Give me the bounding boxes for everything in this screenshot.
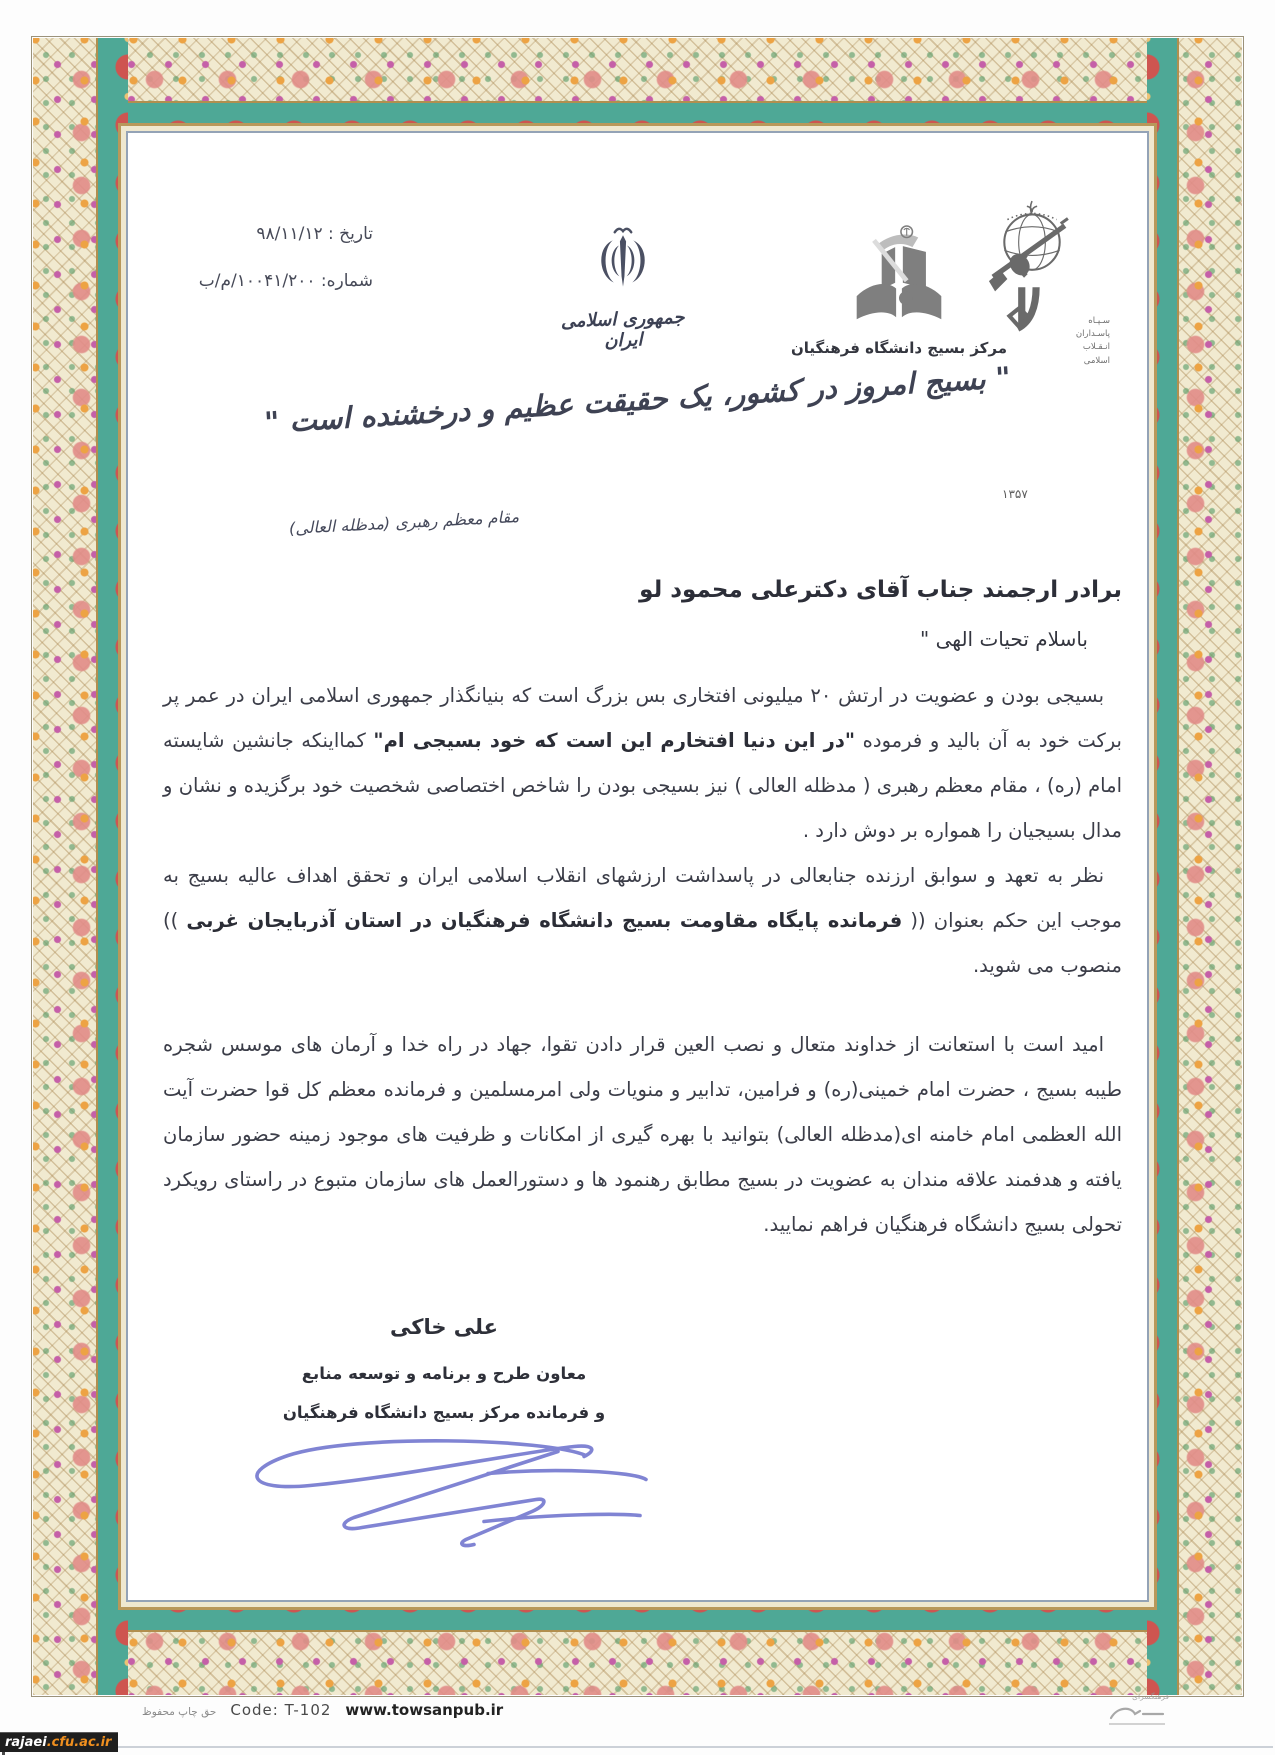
letter-body (163, 577, 1122, 1247)
signer-name: علی خاکی (390, 1315, 498, 1339)
watermark-name: rajaei (5, 1735, 47, 1750)
publisher-logo-icon (1107, 1702, 1169, 1726)
date-line: تاریخ : ۹۸/۱۱/۱۲ (256, 224, 373, 244)
basij-center-caption: مرکز بسیج دانشگاه فرهنگیان (790, 339, 1008, 357)
letter-meta (168, 211, 373, 305)
leader-quote: " بسیج امروز در کشور، یک حقیقت عظیم و درخشنده است " (263, 360, 1012, 440)
signer-title-2: و فرمانده مرکز بسیج دانشگاه فرهنگیان (282, 1402, 606, 1422)
signer-title-1: معاون طرح و برنامه و توسعه منابع (301, 1364, 587, 1383)
sepah-emblem (974, 197, 1112, 501)
publisher-label: فرهنگسرای (1132, 1692, 1169, 1701)
addressee-line: برادر ارجمند جناب آقای دکترعلی محمود لو (639, 577, 1122, 603)
handwritten-signature (226, 1431, 656, 1551)
print-code-line (142, 1701, 503, 1719)
allah-emblem-icon (590, 225, 656, 301)
scan-edge-line (8, 1746, 1273, 1748)
publisher-site: www.towsanpub.ir (345, 1701, 504, 1719)
print-code: Code: T-102 (230, 1701, 332, 1719)
iran-national-emblem (556, 225, 690, 351)
site-watermark (0, 1732, 118, 1752)
iran-emblem-caption: جمهوری اسلامی ایران (560, 306, 685, 352)
paragraph-3: امید است با استعانت از خداوند متعال و نصب العین قرار دادن تقوا، جهاد در راه خدا و آرمان های موسس شجره طیبه بسیج ، حضرت امام خمینی(ره) و فرامین، تدابیر و منویات ولی امرمسلمین و فرمانده معظم کل قوا حضرت آیت الله العظمی امام خامنه ای(مدظله العالی) بتوانید با بهره گیری از امکانات و ظرفیت های موجود زمینه حضور سازمان یافته و هدفمند علاقه مندان به عضویت در بسیج مطابق رهنمود ها و دستورالعمل های سازمان متبوع در راستای رویکرد تحولی بسیج دانشگاه فرهنگیان فراهم نمایید. (163, 1033, 1122, 1236)
sepah-globe-rifle-icon (974, 197, 1090, 357)
paragraph-2: نظر به تعهد و سوابق ارزنده جنابعالی در پاسداشت ارزشهای انقلاب اسلامی ایران و تحقق اهداف عالیه بسیج به موجب این حکم بعنوان (( فرمانده پایگاه مقاومت بسیج دانشگاه فرهنگیان در استان آذربایجان غربی )) منصوب می شوید. (163, 864, 1122, 977)
copyright-note: حق چاپ محفوظ (142, 1706, 217, 1718)
publisher-mark (1085, 1692, 1169, 1730)
quote-attribution: مقام معظم رهبری (مدظله العالی) (288, 506, 520, 539)
signature-block (276, 1315, 612, 1433)
letter-panel (128, 133, 1147, 1600)
paragraph-1: بسیجی بودن و عضویت در ارتش ۲۰ میلیونی افتخاری بس بزرگ است که بنیانگذار جمهوری اسلامی ایران در عمر پر برکت خود به آن بالید و فرموده "در این دنیا افتخارم این است که خود بسیجی ام" کمااینکه جانشین شایسته امام (ره) ، مقام معظم رهبری ( مدظله العالی ) نیز بسیجی بودن را شاخص اختصاصی شخصیت خود برگزیده و نشان و مدال بسیجیان را همواره بر دوش دارد . (163, 684, 1122, 842)
sepah-text-lines: سـپـاه پاسـداران انـقـلاب اسلامی (1075, 316, 1110, 366)
salutation-line: باسلام تحیات الهی " (920, 627, 1088, 651)
number-line: شماره: ۱۰۰۴۱/۲۰۰/م/ب (198, 270, 373, 291)
sepah-year: ۱۳۵۷ (1002, 487, 1028, 501)
watermark-domain: .cfu.ac.ir (46, 1735, 112, 1750)
open-book-pen-icon (849, 223, 949, 327)
